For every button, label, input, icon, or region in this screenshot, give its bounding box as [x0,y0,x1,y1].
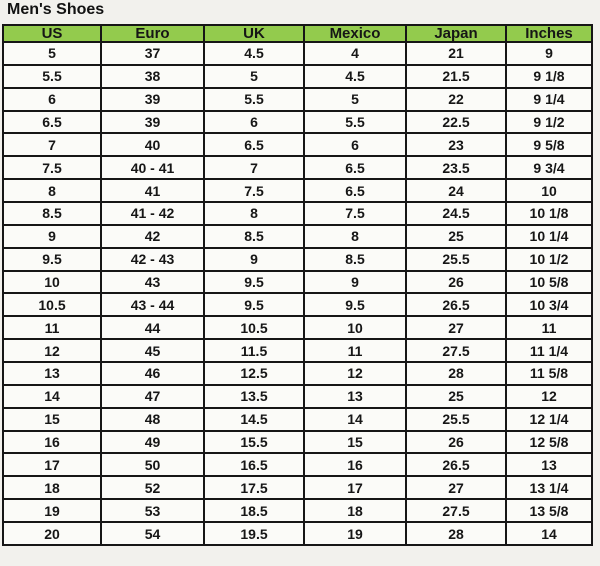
table-cell: 21 [406,42,506,65]
table-cell: 23 [406,133,506,156]
table-cell: 11 1/4 [506,339,592,362]
table-cell: 7.5 [3,156,101,179]
column-header: UK [204,25,304,42]
table-cell: 8 [304,225,406,248]
table-row [3,225,592,248]
table-cell: 27.5 [406,499,506,522]
table-row [3,271,592,294]
table-cell: 5.5 [204,88,304,111]
table-cell: 18 [304,499,406,522]
table-cell: 17 [304,476,406,499]
table-cell: 54 [101,522,204,545]
table-cell: 8 [3,179,101,202]
table-cell: 7.5 [204,179,304,202]
table-cell: 9 [506,42,592,65]
table-cell: 39 [101,111,204,134]
table-cell: 7.5 [304,202,406,225]
table-row [3,499,592,522]
column-header: Euro [101,25,204,42]
table-cell: 28 [406,362,506,385]
table-cell: 10 [506,179,592,202]
table-cell: 13 [304,385,406,408]
table-cell: 12 5/8 [506,431,592,454]
table-cell: 14 [506,522,592,545]
table-cell: 5.5 [304,111,406,134]
table-cell: 41 - 42 [101,202,204,225]
table-row [3,202,592,225]
table-cell: 12 1/4 [506,408,592,431]
table-cell: 25 [406,225,506,248]
table-cell: 10 1/4 [506,225,592,248]
table-cell: 10 1/2 [506,248,592,271]
table-cell: 47 [101,385,204,408]
table-cell: 8.5 [304,248,406,271]
table-cell: 12 [304,362,406,385]
page-title: Men's Shoes [7,1,105,18]
table-cell: 13 1/4 [506,476,592,499]
table-cell: 26 [406,271,506,294]
table-cell: 25.5 [406,248,506,271]
table-cell: 10 [3,271,101,294]
table-cell: 9 [204,248,304,271]
column-header: Inches [506,25,592,42]
table-cell: 27 [406,316,506,339]
table-cell: 11 5/8 [506,362,592,385]
table-cell: 6.5 [304,179,406,202]
table-cell: 9.5 [3,248,101,271]
table-cell: 24 [406,179,506,202]
table-cell: 4 [304,42,406,65]
table-cell: 19 [3,499,101,522]
table-cell: 16 [304,453,406,476]
table-cell: 50 [101,453,204,476]
table-cell: 21.5 [406,65,506,88]
table-row [3,156,592,179]
table-row [3,476,592,499]
table-row [3,111,592,134]
table-cell: 6.5 [204,133,304,156]
table-cell: 9.5 [204,293,304,316]
table-cell: 7 [3,133,101,156]
table-cell: 43 - 44 [101,293,204,316]
table-cell: 6.5 [304,156,406,179]
table-cell: 27 [406,476,506,499]
table-cell: 18 [3,476,101,499]
table-cell: 9 5/8 [506,133,592,156]
table-row [3,248,592,271]
table-cell: 9 [304,271,406,294]
table-cell: 11 [304,339,406,362]
column-header: Mexico [304,25,406,42]
table-row [3,133,592,156]
table-row [3,408,592,431]
table-cell: 9 1/2 [506,111,592,134]
column-header: Japan [406,25,506,42]
table-row [3,65,592,88]
table-cell: 12 [506,385,592,408]
table-cell: 12.5 [204,362,304,385]
table-cell: 10 [304,316,406,339]
table-cell: 49 [101,431,204,454]
table-row [3,522,592,545]
table-row [3,42,592,65]
table-cell: 25 [406,385,506,408]
table-cell: 40 [101,133,204,156]
table-cell: 13.5 [204,385,304,408]
table-cell: 9.5 [304,293,406,316]
table-cell: 27.5 [406,339,506,362]
table-cell: 19.5 [204,522,304,545]
table-cell: 15.5 [204,431,304,454]
table-cell: 53 [101,499,204,522]
table-cell: 48 [101,408,204,431]
table-cell: 20 [3,522,101,545]
table-cell: 42 [101,225,204,248]
table-cell: 9.5 [204,271,304,294]
table-row [3,88,592,111]
table-cell: 10 3/4 [506,293,592,316]
table-cell: 38 [101,65,204,88]
table-cell: 46 [101,362,204,385]
table-cell: 6.5 [3,111,101,134]
table-cell: 19 [304,522,406,545]
table-cell: 16.5 [204,453,304,476]
table-cell: 37 [101,42,204,65]
table-cell: 14 [3,385,101,408]
table-cell: 13 [506,453,592,476]
table-cell: 26.5 [406,453,506,476]
table-cell: 9 3/4 [506,156,592,179]
table-cell: 41 [101,179,204,202]
table-cell: 23.5 [406,156,506,179]
table-row [3,339,592,362]
table-cell: 10 5/8 [506,271,592,294]
table-cell: 44 [101,316,204,339]
table-row [3,179,592,202]
table-cell: 17.5 [204,476,304,499]
table-cell: 17 [3,453,101,476]
table-row [3,293,592,316]
table-cell: 43 [101,271,204,294]
table-cell: 5 [304,88,406,111]
shoe-size-conversion-table [2,24,593,546]
table-cell: 14.5 [204,408,304,431]
table-cell: 12 [3,339,101,362]
table-cell: 6 [3,88,101,111]
table-cell: 6 [304,133,406,156]
table-cell: 16 [3,431,101,454]
table-cell: 9 [3,225,101,248]
table-cell: 5.5 [3,65,101,88]
table-cell: 42 - 43 [101,248,204,271]
table-cell: 5 [204,65,304,88]
table-row [3,453,592,476]
table-cell: 11.5 [204,339,304,362]
table-cell: 28 [406,522,506,545]
header-row [3,25,592,42]
table-cell: 40 - 41 [101,156,204,179]
table-cell: 24.5 [406,202,506,225]
table-cell: 8.5 [3,202,101,225]
table-cell: 45 [101,339,204,362]
table-row [3,385,592,408]
table-cell: 9 1/4 [506,88,592,111]
table-cell: 4.5 [204,42,304,65]
column-header: US [3,25,101,42]
table-cell: 26.5 [406,293,506,316]
table-cell: 25.5 [406,408,506,431]
table-cell: 26 [406,431,506,454]
table-cell: 6 [204,111,304,134]
table-cell: 13 [3,362,101,385]
table-cell: 8 [204,202,304,225]
table-cell: 9 1/8 [506,65,592,88]
table-cell: 52 [101,476,204,499]
table-cell: 13 5/8 [506,499,592,522]
table-cell: 10.5 [204,316,304,339]
table-cell: 15 [304,431,406,454]
table-cell: 18.5 [204,499,304,522]
table-cell: 39 [101,88,204,111]
table-cell: 10 1/8 [506,202,592,225]
table-row [3,362,592,385]
table-cell: 5 [3,42,101,65]
table-cell: 8.5 [204,225,304,248]
table-body [3,42,592,545]
table-row [3,431,592,454]
table-cell: 11 [3,316,101,339]
table-cell: 22 [406,88,506,111]
table-cell: 15 [3,408,101,431]
table-cell: 7 [204,156,304,179]
table-cell: 22.5 [406,111,506,134]
table-cell: 10.5 [3,293,101,316]
table-cell: 14 [304,408,406,431]
table-row [3,316,592,339]
table-cell: 11 [506,316,592,339]
table-cell: 4.5 [304,65,406,88]
